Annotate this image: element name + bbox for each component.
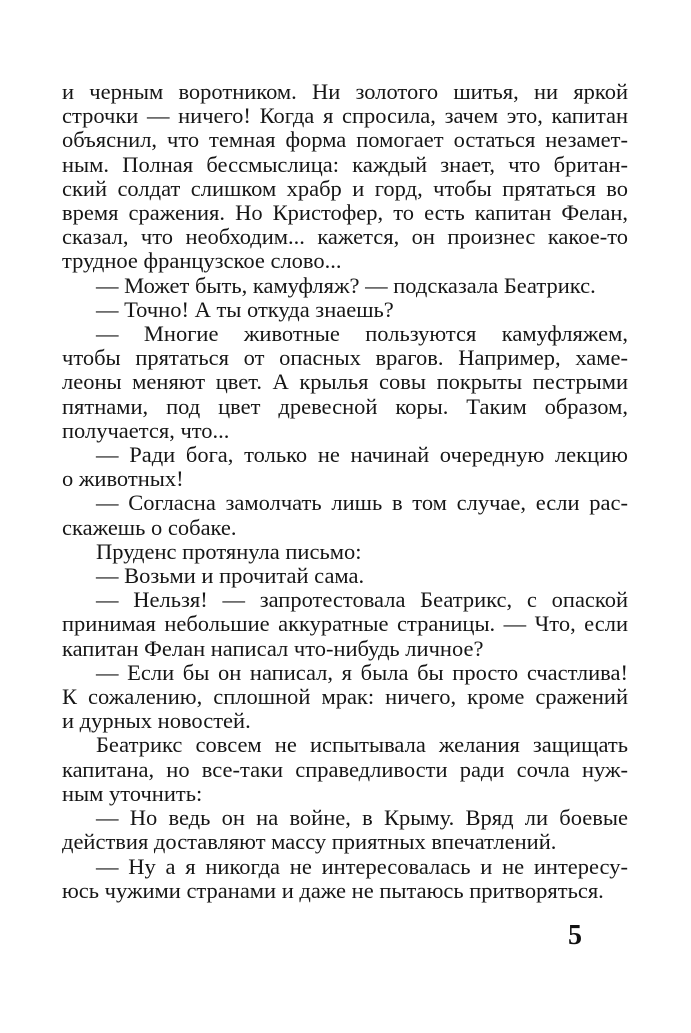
text-line: — Многие животные пользуются камуфляжем, <box>96 321 628 347</box>
text-line: ский солдат слишком храбр и горд, чтобы прятаться во <box>62 175 628 201</box>
paragraph <box>62 733 628 806</box>
text-line: и дурных новостей. <box>62 708 251 734</box>
text-line: о животных! <box>62 466 184 492</box>
text-line: — Нельзя! — запротестовала Беатрикс, с опаской <box>96 587 628 613</box>
text-line: ным. Полная бессмыслица: каждый знает, что британ- <box>62 151 628 177</box>
text-line: — Ради бога, только не начинай очередную лекцию <box>96 442 628 468</box>
paragraph <box>62 322 628 443</box>
text-line: время сражения. Но Кристофер, то есть капитан Фелан, <box>62 200 628 226</box>
text-line: Пруденс протянула письмо: <box>96 538 362 564</box>
paragraph <box>62 540 628 564</box>
text-line: сказал, что необходим... кажется, он произнес какое-то <box>62 224 628 250</box>
text-line: получается, что... <box>62 417 230 443</box>
text-line: — Но ведь он на войне, в Крыму. Вряд ли боевые <box>96 805 628 831</box>
paragraph <box>62 491 628 539</box>
text-line: трудное французское слово... <box>62 248 342 274</box>
text-line: пятнами, под цвет древесной коры. Таким образом, <box>62 393 628 419</box>
page-number: 5 <box>568 920 582 951</box>
paragraph <box>62 806 628 854</box>
text-line: принимая небольшие аккуратные страницы. — Что, если <box>62 611 628 637</box>
paragraph <box>62 80 628 274</box>
text-line: — Возьми и прочитай сама. <box>96 563 365 589</box>
paragraph <box>62 274 628 298</box>
text-line: К сожалению, сплошной мрак: ничего, кроме сражений <box>62 684 628 710</box>
text-line: — Если бы он написал, я была бы просто счастлива! <box>96 659 628 685</box>
paragraph <box>62 661 628 734</box>
text-line: юсь чужими странами и даже не пытаюсь притворяться. <box>62 877 604 903</box>
text-line: капитан Фелан написал что-нибудь личное? <box>62 635 484 661</box>
text-line: чтобы прятаться от опасных врагов. Например, хаме- <box>62 345 628 371</box>
text-line: и черным воротником. Ни золотого шитья, ни яркой <box>62 79 628 104</box>
text-line: Беатрикс совсем не испытывала желания защищать <box>96 732 628 758</box>
paragraph <box>62 443 628 491</box>
page-text <box>62 80 628 903</box>
text-line: действия доставляют массу приятных впечатлений. <box>62 829 557 855</box>
paragraph <box>62 588 628 661</box>
text-line: капитана, но все-таки справедливости ради сочла нуж- <box>62 756 628 782</box>
paragraph <box>62 298 628 322</box>
text-line: — Может быть, камуфляж? — подсказала Беатрикс. <box>96 272 596 298</box>
text-line: — Точно! А ты откуда знаешь? <box>96 296 394 322</box>
text-line: ным уточнить: <box>62 780 203 806</box>
text-line: объяснил, что темная форма помогает остаться незамет- <box>62 127 628 153</box>
text-line: скажешь о собаке. <box>62 514 237 540</box>
text-line: строчки — ничего! Когда я спросила, зачем это, капитан <box>62 103 628 129</box>
text-line: — Ну а я никогда не интересовалась и не интересу- <box>96 853 628 879</box>
text-line: леоны меняют цвет. А крылья совы покрыты пестрыми <box>62 369 628 395</box>
paragraph <box>62 564 628 588</box>
text-line: — Согласна замолчать лишь в том случае, если рас- <box>96 490 628 516</box>
paragraph <box>62 855 628 903</box>
